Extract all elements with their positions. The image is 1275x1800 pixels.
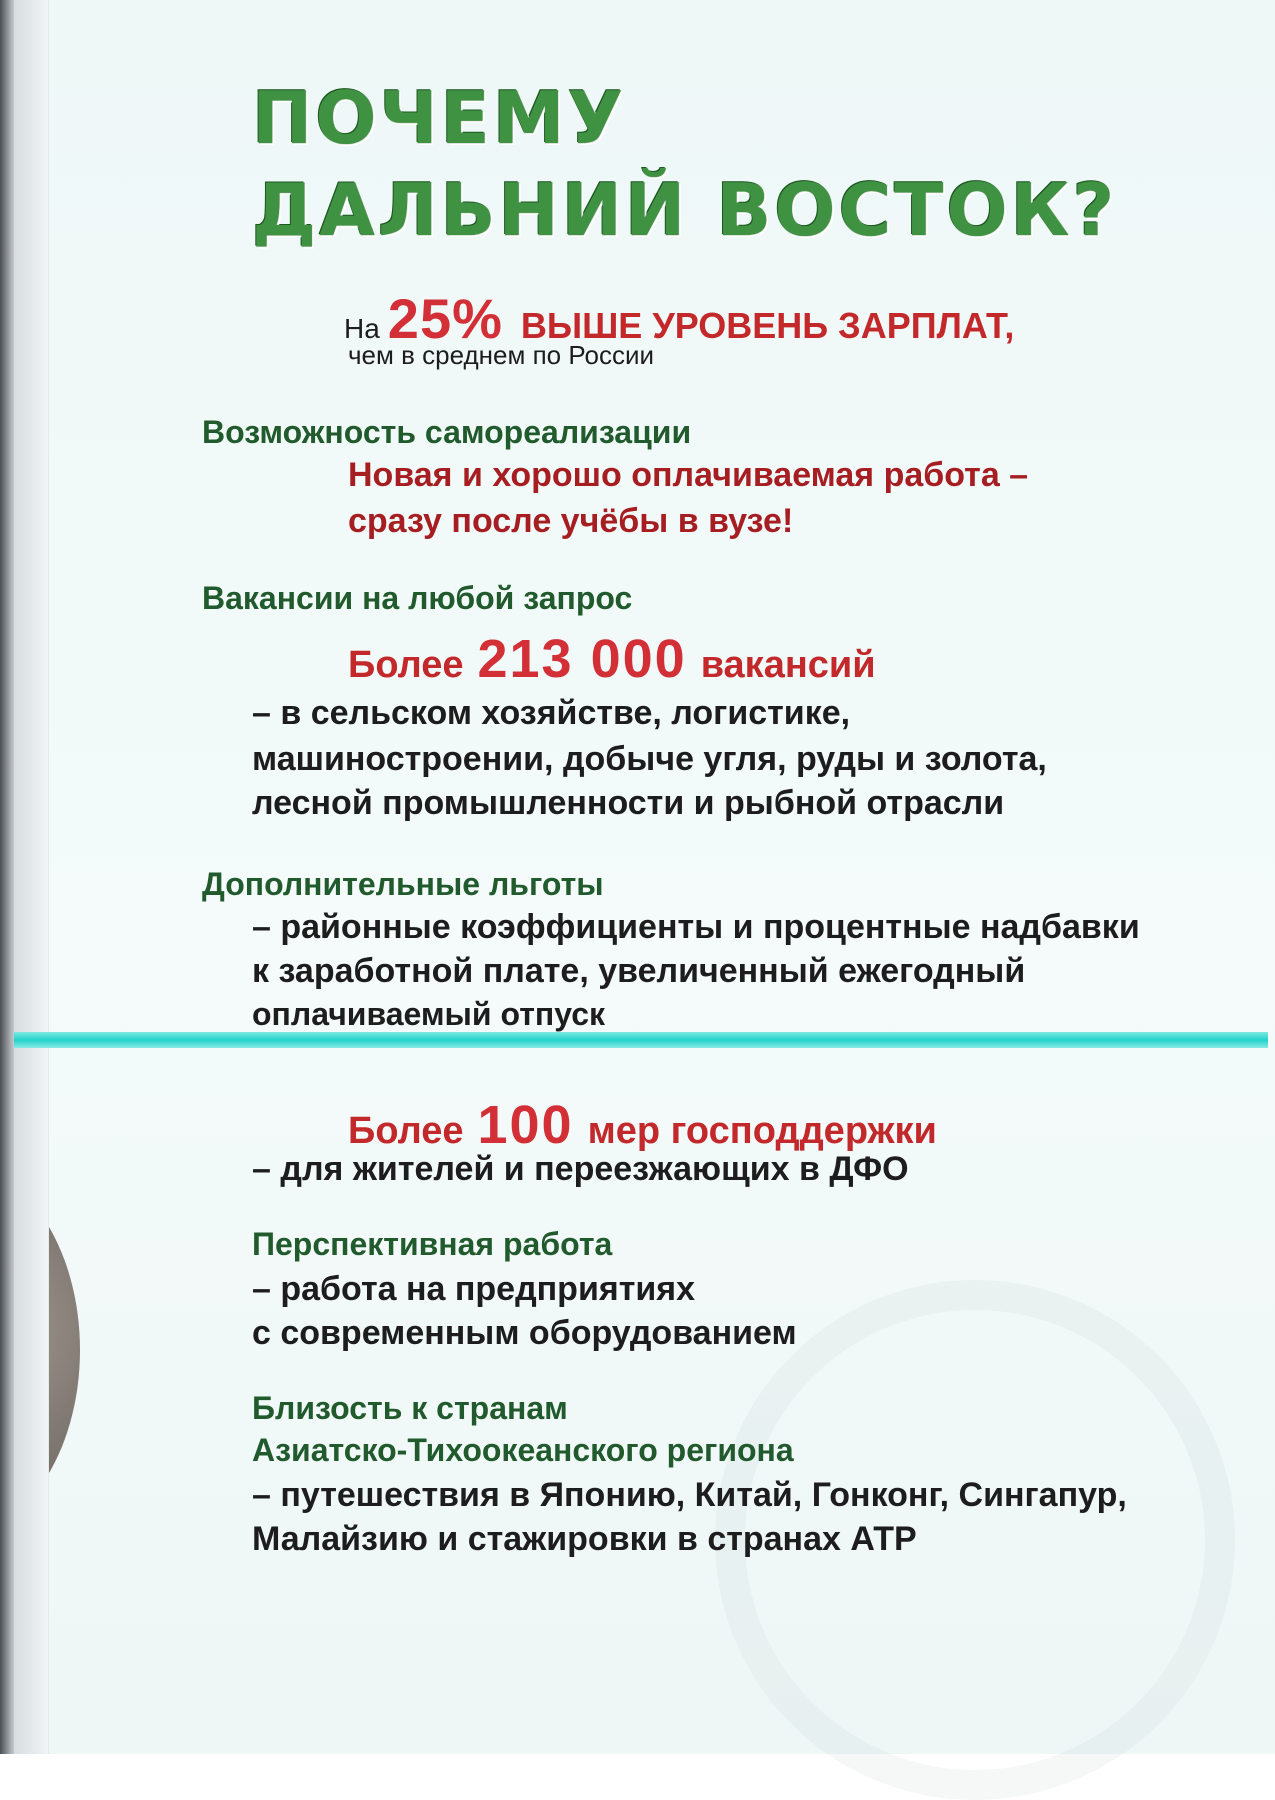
support-number: 100 — [477, 1095, 574, 1155]
salary-prefix: На — [344, 313, 380, 344]
binding-spine — [0, 0, 14, 1754]
asia-detail-1: – путешествия в Японию, Китай, Гонконг, Сингапур, — [252, 1476, 1127, 1514]
self-realization-heading: Возможность самореализации — [202, 414, 692, 450]
asia-detail-2: Малайзию и стажировки в странах АТР — [252, 1520, 917, 1558]
benefits-detail-3: оплачиваемый отпуск — [252, 996, 605, 1032]
salary-headline-text: ВЫШЕ УРОВЕНЬ ЗАРПЛАТ, — [520, 305, 1015, 346]
benefits-detail-1: – районные коэффициенты и процентные надбавки — [252, 908, 1140, 946]
asia-heading-1: Близость к странам — [252, 1390, 568, 1426]
support-detail-1: – для жителей и переезжающих в ДФО — [252, 1150, 909, 1188]
salary-percent: 25% — [387, 287, 503, 350]
title-line-2: ДАЛЬНИЙ ВОСТОК? — [252, 168, 1118, 252]
work-detail-1: – работа на предприятиях — [252, 1270, 695, 1308]
self-realization-line-2: сразу после учёбы в вузе! — [348, 502, 794, 540]
vacancies-prefix: Более — [348, 644, 464, 686]
vacancies-heading: Вакансии на любой запрос — [202, 580, 633, 616]
support-prefix: Более — [348, 1110, 464, 1152]
self-realization-line-1: Новая и хорошо оплачиваемая работа – — [348, 456, 1029, 494]
work-heading: Перспективная работа — [252, 1226, 613, 1262]
title-line-1: ПОЧЕМУ — [252, 76, 626, 160]
page-title — [252, 72, 1117, 256]
support-suffix: мер господдержки — [587, 1110, 937, 1152]
teal-divider — [14, 1032, 1268, 1048]
page-edge — [14, 0, 49, 1754]
support-headline — [348, 1094, 937, 1156]
vacancies-detail-1: – в сельском хозяйстве, логистике, — [252, 694, 851, 732]
vacancies-suffix: вакансий — [700, 644, 876, 686]
vacancies-headline — [348, 628, 876, 690]
vacancies-number: 213 000 — [477, 629, 687, 689]
vacancies-detail-2: машиностроении, добыче угля, руды и золота, — [252, 740, 1047, 778]
work-detail-2: с современным оборудованием — [252, 1314, 797, 1352]
benefits-detail-2: к заработной плате, увеличенный ежегодный — [252, 952, 1026, 990]
vacancies-detail-3: лесной промышленности и рыбной отрасли — [252, 784, 1005, 822]
benefits-heading: Дополнительные льготы — [202, 866, 604, 902]
asia-heading-2: Азиатско-Тихоокеанского региона — [252, 1432, 794, 1468]
salary-subline: чем в среднем по России — [348, 340, 655, 370]
